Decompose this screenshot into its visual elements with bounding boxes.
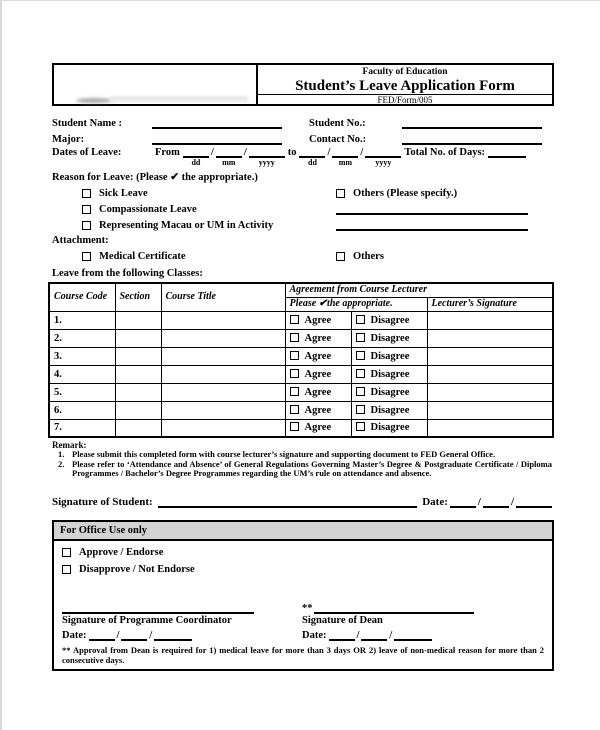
student-signature-row [52,492,554,508]
reason-label: Reason for Leave: [52,172,134,183]
remark-item-no: 1. [58,449,65,459]
disagree-label: Disagree [370,314,410,326]
from-yyyy-field[interactable] [249,146,285,158]
remark-item-no: 2. [58,458,65,469]
logo-cell [54,65,256,104]
form-header [52,63,554,106]
medical-certificate-checkbox[interactable] [82,252,91,261]
total-days-label: Total No. of Days: [404,147,486,158]
from-label: From [155,147,180,158]
table-row [49,365,553,383]
total-days-field[interactable] [488,146,526,158]
major-field[interactable] [152,134,282,145]
student-no-field[interactable] [402,118,542,129]
disagree-label: Disagree [370,386,410,398]
dean-date-mm[interactable] [361,630,387,641]
disagree-checkbox[interactable] [356,351,365,360]
table-row [49,347,553,365]
dean-signature-label: Signature of Dean [302,614,383,626]
dean-date-yyyy[interactable] [394,630,432,641]
others-specify-field-1[interactable] [336,204,528,215]
lecturer-signature-cell[interactable] [427,401,553,419]
date-yyyy-field[interactable] [516,496,552,508]
col-agreement: Agreement from Course Lecturer [285,283,553,297]
slash: / [149,629,153,641]
dean-signature-field[interactable] [314,602,474,614]
slash: / [360,147,364,158]
slash: / [510,495,514,508]
classes-label: Leave from the following Classes: [52,268,203,279]
yyyy-sublabel: yyyy [375,158,392,167]
to-mm-field[interactable] [332,146,358,158]
mm-sublabel: mm [222,158,236,167]
agree-label: Agree [304,422,332,434]
disagree-checkbox[interactable] [356,315,365,324]
slash: / [477,495,481,508]
disagree-checkbox[interactable] [356,333,365,342]
course-title-cell[interactable] [161,347,285,365]
course-title-cell[interactable] [161,401,285,419]
lecturer-signature-cell[interactable] [427,347,553,365]
table-row [49,311,553,329]
coordinator-date-yyyy[interactable] [154,630,192,641]
row-no: 3. [49,347,115,365]
course-title-cell[interactable] [161,311,285,329]
faculty-name: Faculty of Education [362,67,448,77]
attachment-others-label: Others [353,250,384,262]
section-cell[interactable] [115,365,161,383]
representing-checkbox[interactable] [82,221,91,230]
coordinator-signature-field[interactable] [62,602,254,614]
agree-checkbox[interactable] [290,405,299,414]
coordinator-date-dd[interactable] [89,630,115,641]
from-dd-field[interactable] [183,146,209,158]
dates-label: Dates of Leave: [52,147,122,158]
others-reason-label: Others (Please specify.) [353,187,458,199]
col-please-tick: Please ✔the appropriate. [285,297,427,311]
office-use-title: For Office Use only [54,522,552,541]
course-title-cell[interactable] [161,365,285,383]
faded-logo-text [110,96,248,102]
slash: / [116,629,120,641]
dd-sublabel: dd [308,158,317,167]
lecturer-signature-cell[interactable] [427,419,553,437]
page-title: Student’s Leave Application Form [295,78,515,94]
coordinator-date-label: Date: [62,629,87,641]
col-section: Section [115,283,161,311]
attachment-others-checkbox[interactable] [336,252,345,261]
lecturer-signature-cell[interactable] [427,383,553,401]
lecturer-signature-cell[interactable] [427,329,553,347]
student-signature-field[interactable] [158,496,418,508]
others-specify-field-2[interactable] [336,220,528,231]
remark-section [52,440,554,479]
agree-label: Agree [304,350,332,362]
date-dd-field[interactable] [450,496,476,508]
agree-checkbox[interactable] [290,369,299,378]
disagree-checkbox[interactable] [356,405,365,414]
contact-no-label: Contact No.: [309,134,367,145]
table-row [49,419,553,437]
agree-label: Agree [304,332,332,344]
dean-approval-note: ** Approval from Dean is required for 1) medical leave for more than 3 days OR 2) leave of non-medical reason for more than 2 consecutive days. [62,644,544,665]
agree-checkbox[interactable] [290,387,299,396]
dd-sublabel: dd [191,158,201,167]
to-yyyy-field[interactable] [365,146,401,158]
student-date-label: Date: [422,495,448,508]
slash: / [356,629,360,641]
disagree-checkbox[interactable] [356,369,365,378]
reason-section-label [52,170,554,185]
agree-label: Agree [304,314,332,326]
dean-date-dd[interactable] [329,630,355,641]
dean-date-label: Date: [302,629,327,641]
lecturer-signature-cell[interactable] [427,311,553,329]
agree-checkbox[interactable] [290,315,299,324]
slash: / [243,147,247,158]
row-no: 6. [49,401,115,419]
dean-signature-block [302,600,534,641]
form-code: FED/Form/005 [258,94,552,106]
yyyy-sublabel: yyyy [258,158,275,167]
section-cell[interactable] [115,329,161,347]
remark-label: Remark: [52,440,87,450]
disagree-label: Disagree [370,404,410,416]
agree-label: Agree [304,404,332,416]
student-signature-label: Signature of Student: [52,495,153,508]
agree-checkbox[interactable] [290,333,299,342]
from-mm-field[interactable] [216,146,242,158]
disapprove-label: Disapprove / Not Endorse [79,563,195,575]
coordinator-signature-label: Signature of Programme Coordinator [62,614,232,626]
course-title-cell[interactable] [161,383,285,401]
student-info-section [52,113,554,170]
row-no: 1. [49,311,115,329]
date-mm-field[interactable] [483,496,509,508]
agree-label: Agree [304,386,332,398]
slash: / [210,147,214,158]
remark-item-text: Please submit this completed form with course lecturer’s signature and supporting document to FED General Office. [72,449,496,459]
section-cell[interactable] [115,419,161,437]
agree-checkbox[interactable] [290,422,299,431]
office-use-box [52,520,554,671]
major-label: Major: [52,134,85,145]
agree-label: Agree [304,368,332,380]
disagree-checkbox[interactable] [356,387,365,396]
approve-label: Approve / Endorse [79,546,164,558]
row-no: 5. [49,383,115,401]
row-no: 7. [49,419,115,437]
title-cell [256,65,552,104]
reason-hint: (Please ✔ the appropriate.) [136,172,258,183]
slash: / [389,629,393,641]
section-cell[interactable] [115,311,161,329]
slash: / [327,147,331,158]
disapprove-checkbox[interactable] [62,565,71,574]
disagree-label: Disagree [370,350,410,362]
col-course-title: Course Title [161,283,285,311]
sick-leave-checkbox[interactable] [82,189,91,198]
mm-sublabel: mm [338,158,353,167]
attachment-label: Attachment: [52,235,109,246]
course-title-cell[interactable] [161,419,285,437]
faded-logo-icon [76,98,112,103]
disagree-label: Disagree [370,422,410,434]
section-cell[interactable] [115,383,161,401]
coordinator-date-mm[interactable] [121,630,147,641]
course-title-cell[interactable] [161,329,285,347]
to-dd-field[interactable] [299,146,325,158]
section-cell[interactable] [115,347,161,365]
student-no-label: Student No.: [309,118,366,129]
classes-table [48,282,554,438]
dates-of-leave-row [52,146,554,170]
lecturer-signature-cell[interactable] [427,365,553,383]
medical-certificate-label: Medical Certificate [99,250,186,262]
compassionate-leave-checkbox[interactable] [82,205,91,214]
contact-no-field[interactable] [402,134,542,145]
row-no: 2. [49,329,115,347]
compassionate-leave-label: Compassionate Leave [99,203,197,215]
disagree-checkbox[interactable] [356,422,365,431]
row-no: 4. [49,365,115,383]
table-row [49,401,553,419]
dean-stars: ** [302,602,313,614]
remark-item-text: Please refer to ‘Attendance and Absence’ of General Regulations Governing Master’s Degree & Postgraduate Certificate / Diploma Programmes / Bachelor’s Degree Programmes regarding the UM’s rule on attendance and absence. [72,458,552,478]
table-row [49,383,553,401]
student-name-field[interactable] [152,118,282,129]
disagree-label: Disagree [370,368,410,380]
col-course-code: Course Code [49,283,115,311]
to-label: to [287,147,297,158]
agree-checkbox[interactable] [290,351,299,360]
table-row [49,329,553,347]
sick-leave-label: Sick Leave [99,187,148,199]
coordinator-signature-block [62,600,294,641]
approve-checkbox[interactable] [62,548,71,557]
student-name-label: Student Name : [52,118,122,129]
others-reason-checkbox[interactable] [336,189,345,198]
disagree-label: Disagree [370,332,410,344]
col-lecturer-signature: Lecturer’s Signature [427,297,553,311]
representing-label: Representing Macau or UM in Activity [99,219,274,231]
section-cell[interactable] [115,401,161,419]
